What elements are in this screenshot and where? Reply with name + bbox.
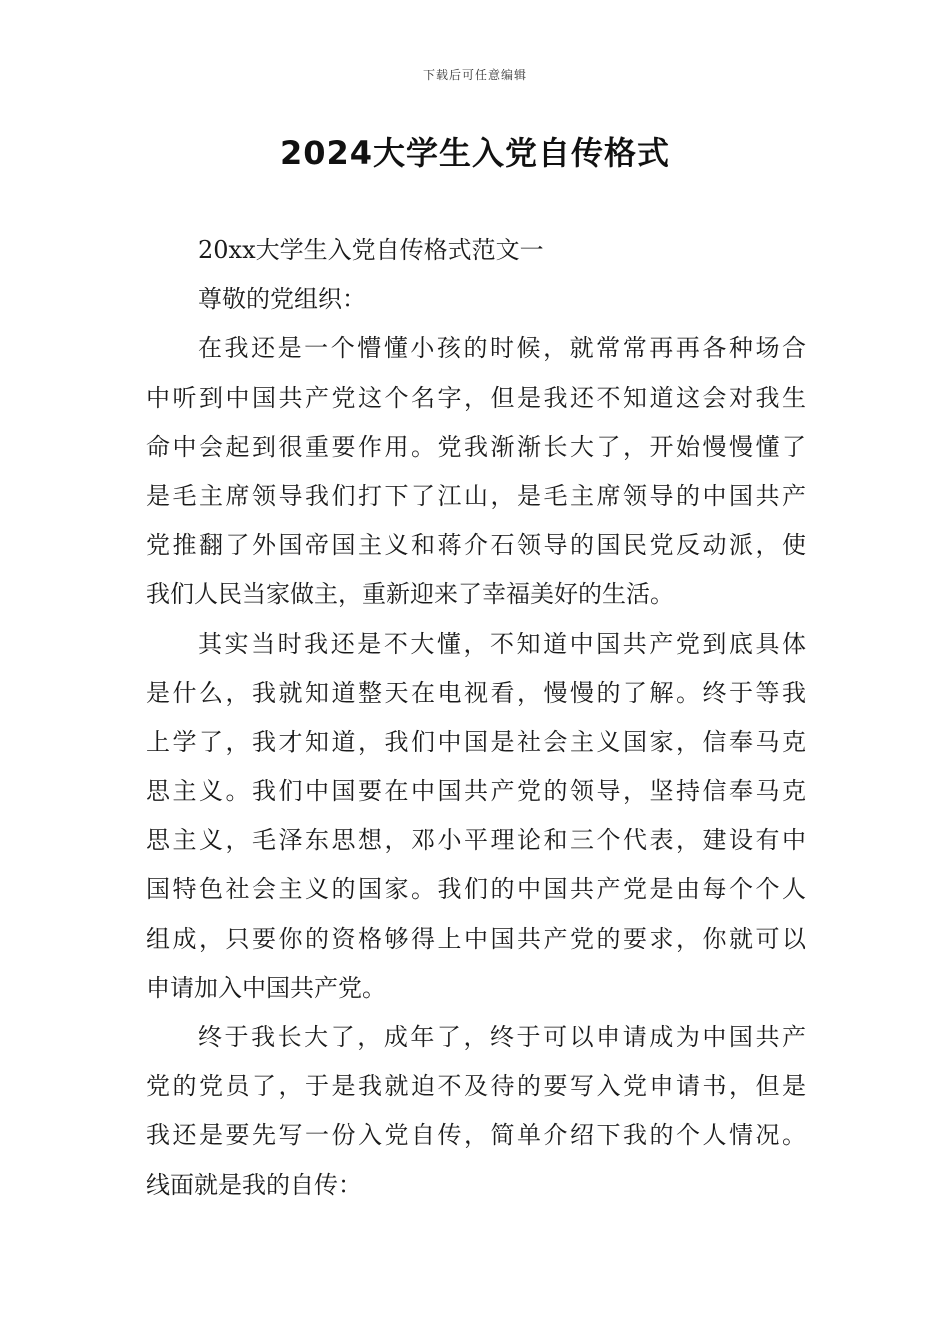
- text-line: 国特色社会主义的国家。我们的中国共产党是由每个个人: [146, 875, 806, 904]
- text-line: 命中会起到很重要作用。党我渐渐长大了，开始慢慢懂了: [146, 432, 806, 461]
- document-body: [146, 226, 806, 1210]
- text-line: 其实当时我还是不大懂，不知道中国共产党到底具体: [198, 629, 806, 658]
- text-line: 是毛主席领导我们打下了江山，是毛主席领导的中国共产: [146, 481, 806, 510]
- text-line: 中听到中国共产党这个名字，但是我还不知道这会对我生: [146, 383, 806, 412]
- text-line: 线面就是我的自传：: [146, 1170, 362, 1199]
- text-line: 我还是要先写一份入党自传，简单介绍下我的个人情况。: [146, 1121, 806, 1150]
- text-line: 上学了，我才知道，我们中国是社会主义国家，信奉马克: [146, 727, 806, 756]
- text-line: 思主义，毛泽东思想，邓小平理论和三个代表，建设有中: [146, 826, 806, 855]
- text-line: 是什么，我就知道整天在电视看，慢慢的了解。终于等我: [146, 678, 806, 707]
- header-note: 下载后可任意编辑: [422, 68, 527, 82]
- text-line: 终于我长大了，成年了，终于可以申请成为中国共产: [198, 1023, 806, 1051]
- text-line: 尊敬的党组织：: [198, 285, 366, 314]
- text-line: 申请加入中国共产党。: [146, 973, 386, 1002]
- text-line: 我们人民当家做主，重新迎来了幸福美好的生活。: [146, 580, 674, 609]
- text-line: 在我还是一个懵懂小孩的时候，就常常再再各种场合: [198, 334, 806, 363]
- text-line: 党的党员了，于是我就迫不及待的要写入党申请书，但是: [146, 1072, 806, 1101]
- text-line: 组成，只要你的资格够得上中国共产党的要求，你就可以: [146, 924, 806, 953]
- document-title: 2024大学生入党自传格式: [279, 134, 671, 172]
- text-line: 20xx大学生入党自传格式范文一: [198, 236, 544, 264]
- text-line: 思主义。我们中国要在中国共产党的领导，坚持信奉马克: [146, 777, 806, 806]
- text-line: 党推翻了外国帝国主义和蒋介石领导的国民党反动派，使: [146, 531, 806, 560]
